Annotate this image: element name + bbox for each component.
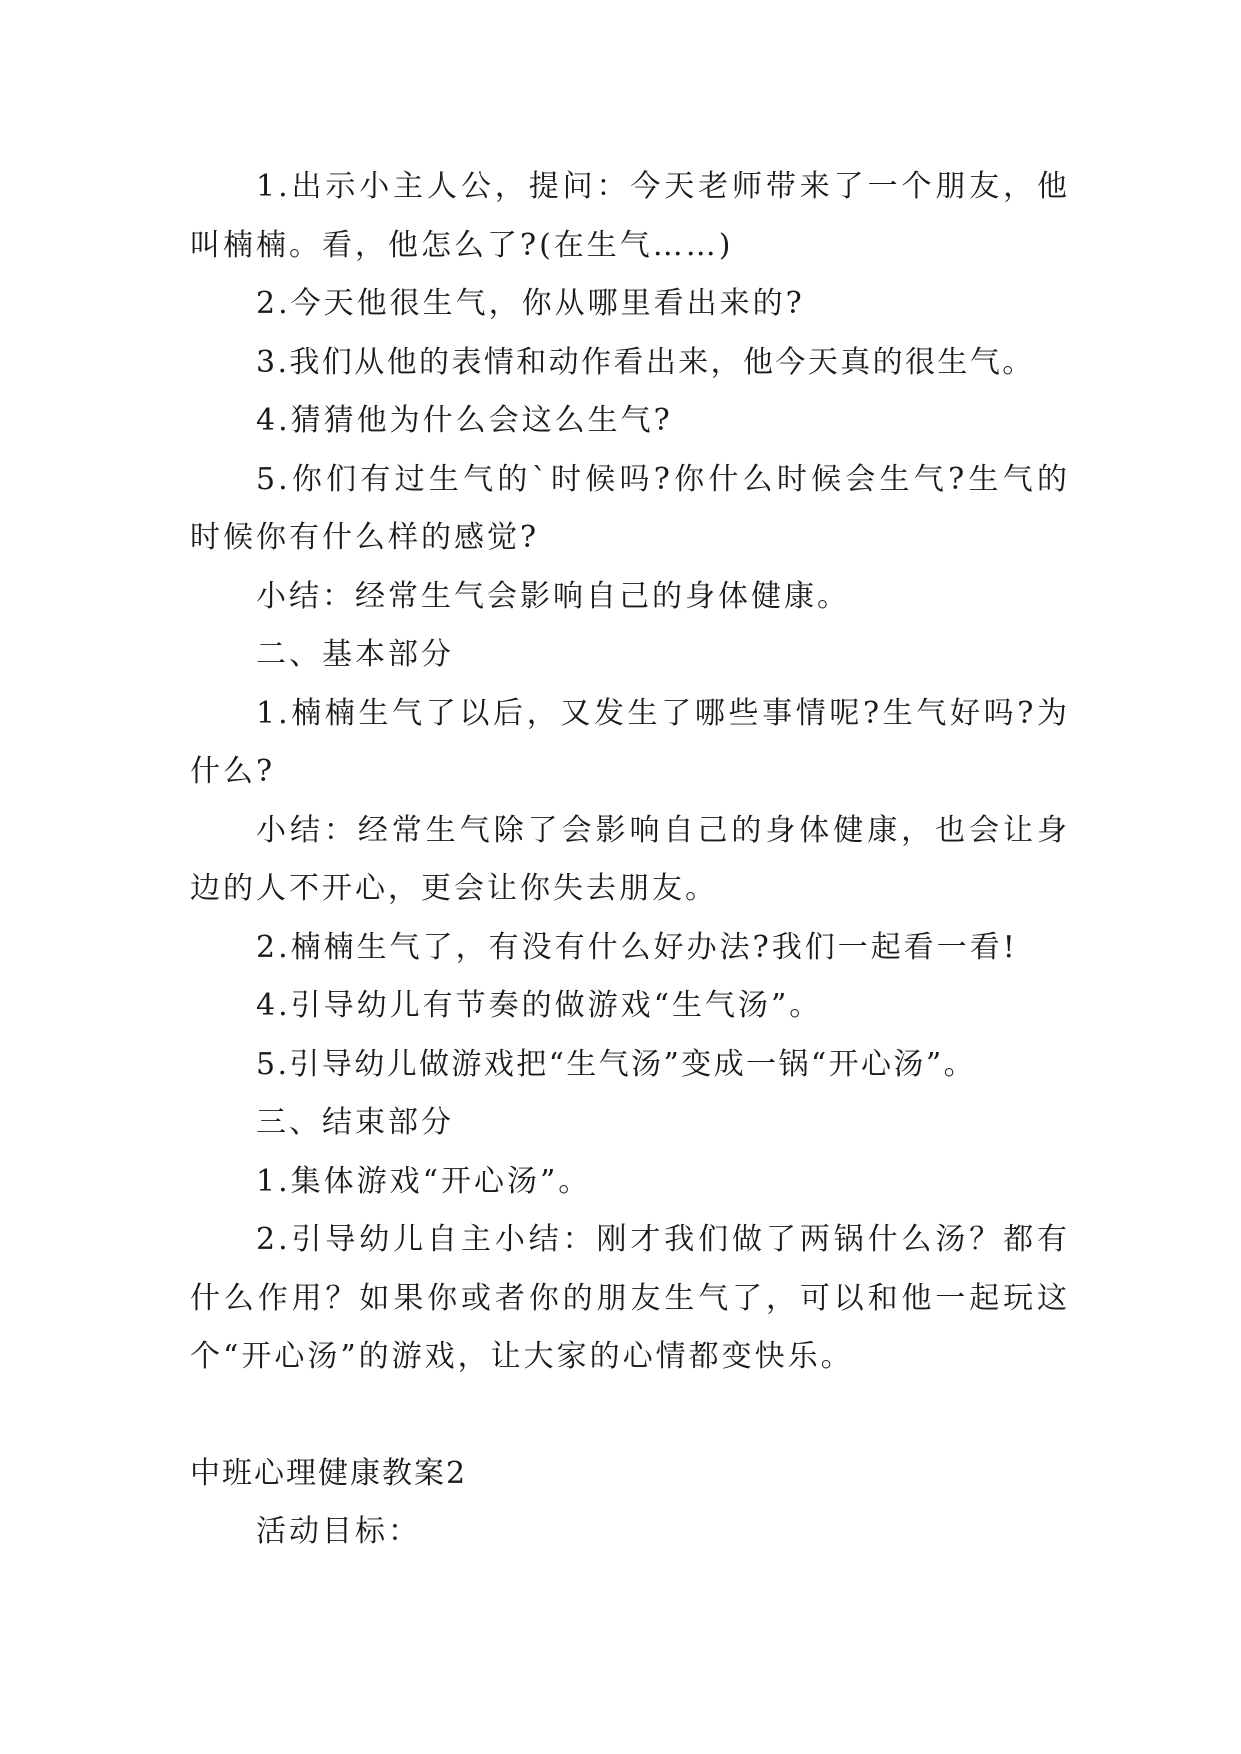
paragraph-intro-2: 2.今天他很生气，你从哪里看出来的?: [256, 286, 805, 321]
paragraph-intro-3: 3.我们从他的表情和动作看出来，他今天真的很生气。: [256, 344, 1035, 380]
section-heading-end: 三、结束部分: [256, 1105, 454, 1140]
section-heading-basic: 二、基本部分: [256, 637, 454, 672]
paragraph-intro-5: 5.你们有过生气的`时候吗?你什么时候会生气?生气的时候你有什么样的感觉?: [190, 461, 1070, 555]
paragraph-basic-5: 5.引导幼儿做游戏把“生气汤”变成一锅“开心汤”。: [256, 1046, 976, 1082]
paragraph-intro-1: 1.出示小主人公，提问：今天老师带来了一个朋友，他叫楠楠。看，他怎么了?(在生气……): [190, 169, 1070, 263]
section-title: 中班心理健康教案2: [190, 1455, 468, 1491]
paragraph-summary-1: 小结：经常生气会影响自己的身体健康。: [256, 578, 850, 614]
document-body: [190, 158, 1070, 1562]
paragraph-end-1: 1.集体游戏“开心汤”。: [256, 1163, 592, 1199]
paragraph-basic-2: 2.楠楠生气了，有没有什么好办法?我们一起看一看!: [256, 929, 1018, 965]
paragraph-basic-4: 4.引导幼儿有节奏的做游戏“生气汤”。: [256, 988, 823, 1023]
activity-goals-heading: 活动目标：: [256, 1514, 421, 1549]
paragraph-intro-4: 4.猜猜他为什么会这么生气?: [256, 403, 673, 438]
paragraph-summary-2: 小结：经常生气除了会影响自己的身体健康，也会让身边的人不开心，更会让你失去朋友。: [190, 812, 1070, 906]
paragraph-basic-1: 1.楠楠生气了以后，又发生了哪些事情呢?生气好吗?为什么?: [190, 695, 1070, 789]
paragraph-end-2: 2.引导幼儿自主小结：刚才我们做了两锅什么汤？都有什么作用？如果你或者你的朋友生气了，可以和他一起玩这个“开心汤”的游戏，让大家的心情都变快乐。: [190, 1222, 1070, 1374]
